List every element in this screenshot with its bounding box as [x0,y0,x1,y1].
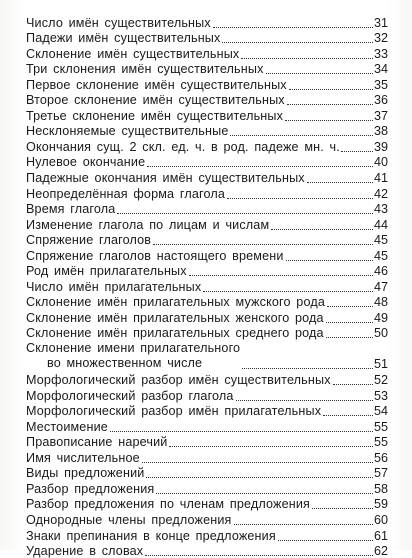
toc-entry-title: Местоимение [26,421,108,434]
dot-leader [271,218,373,230]
toc-entry-title: Падежные окончания имён существительных [26,172,305,185]
dot-leader [242,357,373,369]
toc-entry-title: Склонение имён прилагательных мужского рода [26,296,325,309]
toc-entry [26,527,388,543]
dot-leader [326,326,373,338]
toc-entry-title: Склонение имён существительных [26,48,239,61]
toc-entry-page: 51 [374,358,388,371]
dot-leader [169,435,373,447]
toc-entry-page: 45 [374,234,388,247]
toc-entry-title: Морфологический разбор глагола [26,390,234,403]
dot-leader [236,389,373,401]
toc-entry [26,76,388,92]
toc-entry [26,449,388,465]
dot-leader [234,513,373,525]
dot-leader [307,171,373,183]
toc-entry [26,169,388,185]
toc-entry-title: Окончания сущ. 2 скл. ед. ч. в род. падеже мн. ч. [26,141,340,154]
toc-entry-page: 54 [374,405,388,418]
dot-leader [142,451,373,463]
dot-leader [241,47,373,59]
toc-entry [26,511,388,527]
toc-entry-title: Морфологический разбор имён прилагательных [26,405,321,418]
toc-entry-page: 57 [374,467,388,480]
toc-entry-page: 55 [374,436,388,449]
toc-entry [26,434,388,450]
dot-leader [289,78,373,90]
toc-entry [26,247,388,263]
toc-entry-title: Несклоняемые существительные [26,125,228,138]
toc-entry [26,232,388,248]
toc-entry [26,465,388,481]
toc-entry-page: 47 [374,281,388,294]
toc-entry-title: Изменение глагола по лицам и числам [26,219,269,232]
toc-entry [26,263,388,279]
toc-entry-title: Спряжение глаголов настоящего времени [26,250,284,263]
toc-entry-page: 56 [374,452,388,465]
toc-entry-page: 44 [374,219,388,232]
toc-entry [26,138,388,154]
toc-entry [26,30,388,46]
dot-leader [222,31,373,43]
toc-entry-page: 45 [374,250,388,263]
toc-entry [26,123,388,139]
toc-entry [26,201,388,217]
dot-leader [326,311,373,323]
dot-leader [213,16,373,28]
toc-entry-title: Три склонения имён существительных [26,63,264,76]
dot-leader [312,497,373,509]
dot-leader [110,420,373,432]
toc-entry [26,185,388,201]
toc-entry-title-line1: Склонение имени прилагательного [26,341,240,355]
toc-entry-page: 59 [374,498,388,511]
toc-entry [26,278,388,294]
toc-entry-page: 34 [374,63,388,76]
toc-entry-title: Виды предложений [26,467,144,480]
dot-leader [286,249,373,261]
toc-entry-title: Знаки препинания в конце предложения [26,530,276,543]
dot-leader [266,62,373,74]
dot-leader [278,529,373,541]
toc-entry-page: 36 [374,94,388,107]
toc-entry-page: 31 [374,17,388,30]
toc-entry [26,107,388,123]
toc-entry-title: Падежи имён существительных [26,32,220,45]
dot-leader [146,466,373,478]
toc-entry [26,543,388,558]
toc-entry-page: 61 [374,530,388,543]
toc-entry-page: 42 [374,188,388,201]
toc-entry [26,309,388,325]
toc-entry-title-line2: во множественном числе [26,356,240,371]
toc-entry-page: 35 [374,79,388,92]
toc-entry-page: 32 [374,32,388,45]
dot-leader [227,187,373,199]
toc-entry-title: Разбор предложения [26,483,154,496]
toc-entry-page: 60 [374,514,388,527]
dot-leader [117,202,373,214]
toc-entry-title: Правописание наречий [26,436,167,449]
dot-leader [287,93,373,105]
toc-entry [26,294,388,310]
toc-entry-page: 55 [374,421,388,434]
toc-entry [26,92,388,108]
toc-entry-page: 48 [374,296,388,309]
dot-leader [323,404,373,416]
toc-entry-page: 37 [374,110,388,123]
toc-entry [26,45,388,61]
toc-entry-title: Разбор предложения по членам предложения [26,498,310,511]
toc-entry-title: Неопределённая форма глагола [26,188,225,201]
dot-leader [327,295,373,307]
toc-entry-page: 33 [374,48,388,61]
toc-entry-title: Число имён прилагательных [26,281,201,294]
toc-entry-title: Первое склонение имён существительных [26,79,287,92]
toc-entry-title: Третье склонение имён существительных [26,110,283,123]
toc-entry-title: Время глагола [26,203,115,216]
toc-entry-page: 53 [374,390,388,403]
toc-entry-title: Склонение имён прилагательных среднего рода [26,327,324,340]
toc-entry-page: 43 [374,203,388,216]
toc-entry-page: 38 [374,125,388,138]
toc-entry-title: Ударение в словах [26,545,143,558]
toc-entry [26,496,388,512]
toc-entry-title: Спряжение глаголов [26,234,151,247]
toc-entry-title: Второе склонение имён существительных [26,94,285,107]
dot-leader [203,280,373,292]
toc-entry-page: 62 [374,545,388,558]
dot-leader [285,109,373,121]
toc-entry [26,61,388,77]
dot-leader [153,233,373,245]
toc-entry-page: 49 [374,312,388,325]
toc-entry [26,325,388,341]
dot-leader [156,482,373,494]
dot-leader [145,544,373,556]
toc-entry-page: 46 [374,265,388,278]
toc-entry-title: Склонение имён прилагательных женского рода [26,312,324,325]
toc-entry [26,154,388,170]
toc-entry-page: 40 [374,156,388,169]
toc-entry-title: Имя числительное [26,452,140,465]
toc-entry-page: 52 [374,374,388,387]
toc-entry [26,480,388,496]
toc-entry-title: Число имён существительных [26,17,211,30]
toc-entry [26,387,388,403]
toc-entry-page: 39 [374,141,388,154]
toc-entry [26,340,388,371]
toc-entry-title: Однородные члены предложения [26,514,232,527]
dot-leader [147,155,373,167]
toc-entry [26,403,388,419]
toc-entry [26,418,388,434]
toc-entry-page: 58 [374,483,388,496]
toc-entry [26,216,388,232]
toc-entry-title: Род имён прилагательных [26,265,187,278]
table-of-contents [26,14,388,558]
dot-leader [341,140,373,152]
toc-entry [26,14,388,30]
toc-entry-page: 41 [374,172,388,185]
toc-entry [26,371,388,387]
toc-entry-page: 50 [374,327,388,340]
dot-leader [230,124,373,136]
dot-leader [189,264,373,276]
toc-entry-title: Нулевое окончание [26,156,145,169]
toc-entry-title: Морфологический разбор имён существительных [26,374,331,387]
dot-leader [333,373,373,385]
toc-entry-title [26,341,240,371]
